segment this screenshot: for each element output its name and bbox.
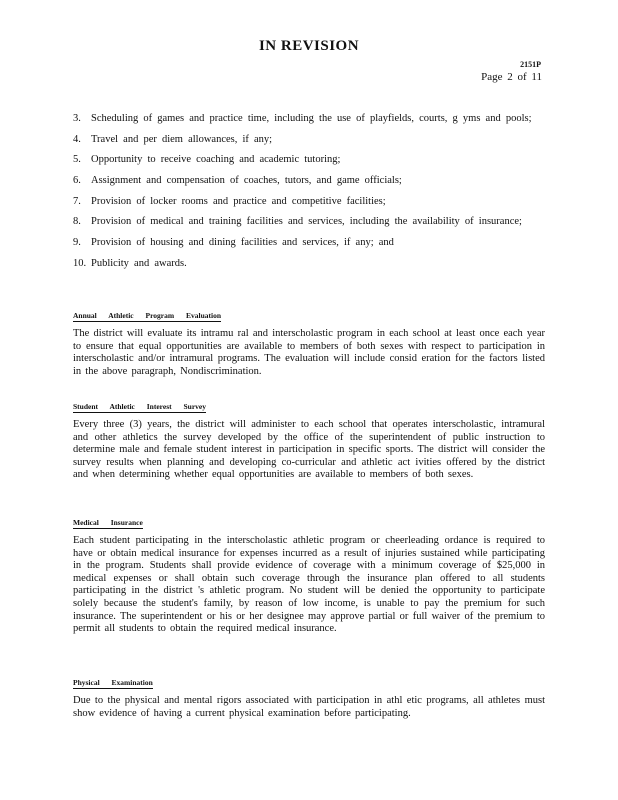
list-item: [73, 258, 545, 271]
list-text: Provision of housing and dining facilities and services, if any; and: [91, 237, 394, 249]
list-item: [73, 216, 545, 229]
page-title: IN REVISION: [258, 38, 360, 54]
list-text: Assignment and compensation of coaches, tutors, and game officials;: [91, 175, 402, 187]
page-number: Page 2 of 11: [481, 71, 542, 83]
list-item: [73, 113, 545, 126]
list-text: Scheduling of games and practice time, including the use of playfields, courts, g yms and pools;: [91, 113, 532, 124]
section-heading-interest-survey: Student Athletic Interest Survey: [73, 402, 206, 411]
list-item: [73, 175, 545, 188]
list-text: Opportunity to receive coaching and academic tutoring;: [91, 154, 341, 166]
list-number: 9.: [73, 237, 81, 249]
list-item: [73, 237, 545, 250]
list-item: [73, 196, 545, 209]
list-number: 6.: [73, 175, 81, 187]
list-item: [73, 154, 545, 167]
list-number: 7.: [73, 195, 81, 207]
list-item: [73, 134, 545, 147]
policy-code: 2151P: [520, 60, 541, 69]
section-heading-physical-examination: Physical Examination: [73, 678, 153, 687]
section-text-interest-survey: Every three (3) years, the district will administer to each school that operates interscholastic, intramural and other athletics the survey developed by the office of the superintendent of public instruction to determine male and female student interest in participation in specific sports. The district will consider the survey results when planning and developing co-curricular and athletic act ivities offered by the district and when determining whether equal opportunities are available to members of both sexes.: [73, 419, 545, 481]
section-text-physical-examination: Due to the physical and mental rigors associated with participation in athl etic programs, all athletes must show evidence of having a current physical examination before participating.: [73, 695, 545, 719]
list-number: 5.: [73, 154, 81, 166]
list-text: Provision of medical and training facilities and services, including the availability of insurance;: [91, 216, 522, 228]
section-heading-medical-insurance: Medical Insurance: [73, 518, 143, 527]
list-number: 8.: [73, 216, 81, 228]
list-text: Provision of locker rooms and practice and competitive facilities;: [91, 195, 386, 207]
section-heading-annual-evaluation: Annual Athletic Program Evaluation: [73, 311, 221, 320]
list-text: Publicity and awards.: [91, 257, 187, 269]
list-number: 4.: [73, 133, 81, 145]
section-text-medical-insurance: Each student participating in the interscholastic athletic program or cheerleading ordance is required to have or obtain medical insurance for expenses incurred as a result of injuries sustained while participating in the program. Students shall provide evidence of coverage with a minimum coverage of $25,000 in medical expenses or shall obtain such coverage through the insurance plan offered to all students participating in the district 's athletic program. No student will be denied the opportunity to participate solely because the student's family, by reason of low income, is unable to pay the premium for such insurance. The superintendent or his or her designee may approve partial or full waiver of the premium to permit all students to obtain the required medical insurance.: [73, 535, 545, 635]
list-text: Travel and per diem allowances, if any;: [91, 133, 273, 145]
section-text-annual-evaluation: The district will evaluate its intramu ral and interscholastic program in each school at least once each year to ensure that equal opportunities are available to members of both sexes with respect to participation in interscholastic and/or intramural programs. The evaluation will include consid eration for the factors listed in the above paragraph, Nondiscrimination.: [73, 328, 545, 377]
factors-list: [73, 113, 545, 279]
list-number: 3.: [73, 113, 81, 124]
list-number: 10.: [73, 257, 87, 269]
